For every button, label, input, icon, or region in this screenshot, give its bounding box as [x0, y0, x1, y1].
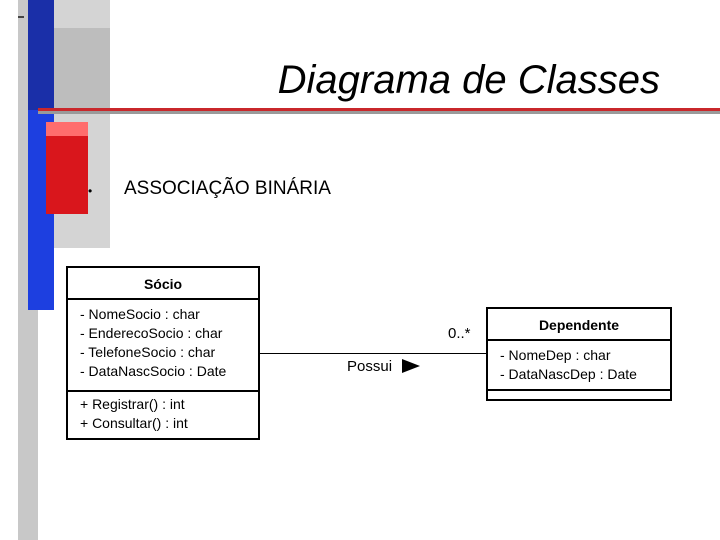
attribute: - TelefoneSocio : char: [80, 344, 216, 360]
decor-bar-blue-dark: [28, 0, 54, 110]
operation: + Registrar() : int: [80, 396, 185, 412]
association-line: [260, 353, 486, 354]
association-label: Possui: [347, 358, 393, 375]
direction-arrow-icon: [402, 359, 420, 373]
decor-block-gray: [54, 28, 110, 110]
slide-title: Diagrama de Classes: [277, 58, 660, 102]
class-attributes: [68, 300, 258, 392]
title-underline-gray: [38, 111, 720, 114]
attribute: - DataNascSocio : Date: [80, 363, 227, 379]
attribute: - NomeDep : char: [500, 347, 611, 363]
bullet-icon: •: [88, 184, 93, 198]
class-name: Dependente: [488, 309, 670, 341]
class-attributes: [488, 341, 670, 391]
operation: + Consultar() : int: [80, 415, 188, 431]
class-operations: [68, 392, 258, 438]
class-operations: [488, 391, 670, 399]
decor-block-red-highlight: [46, 122, 88, 136]
class-name: Sócio: [68, 268, 258, 300]
class-dependente[interactable]: [486, 307, 672, 401]
decor-tick: [18, 16, 24, 18]
attribute: - DataNascDep : Date: [500, 366, 637, 382]
attribute: - EnderecoSocio : char: [80, 325, 223, 341]
attribute: - NomeSocio : char: [80, 306, 200, 322]
association-multiplicity: 0..*: [448, 325, 471, 342]
bullet-text: ASSOCIAÇÃO BINÁRIA: [124, 178, 331, 199]
class-socio[interactable]: [66, 266, 260, 440]
